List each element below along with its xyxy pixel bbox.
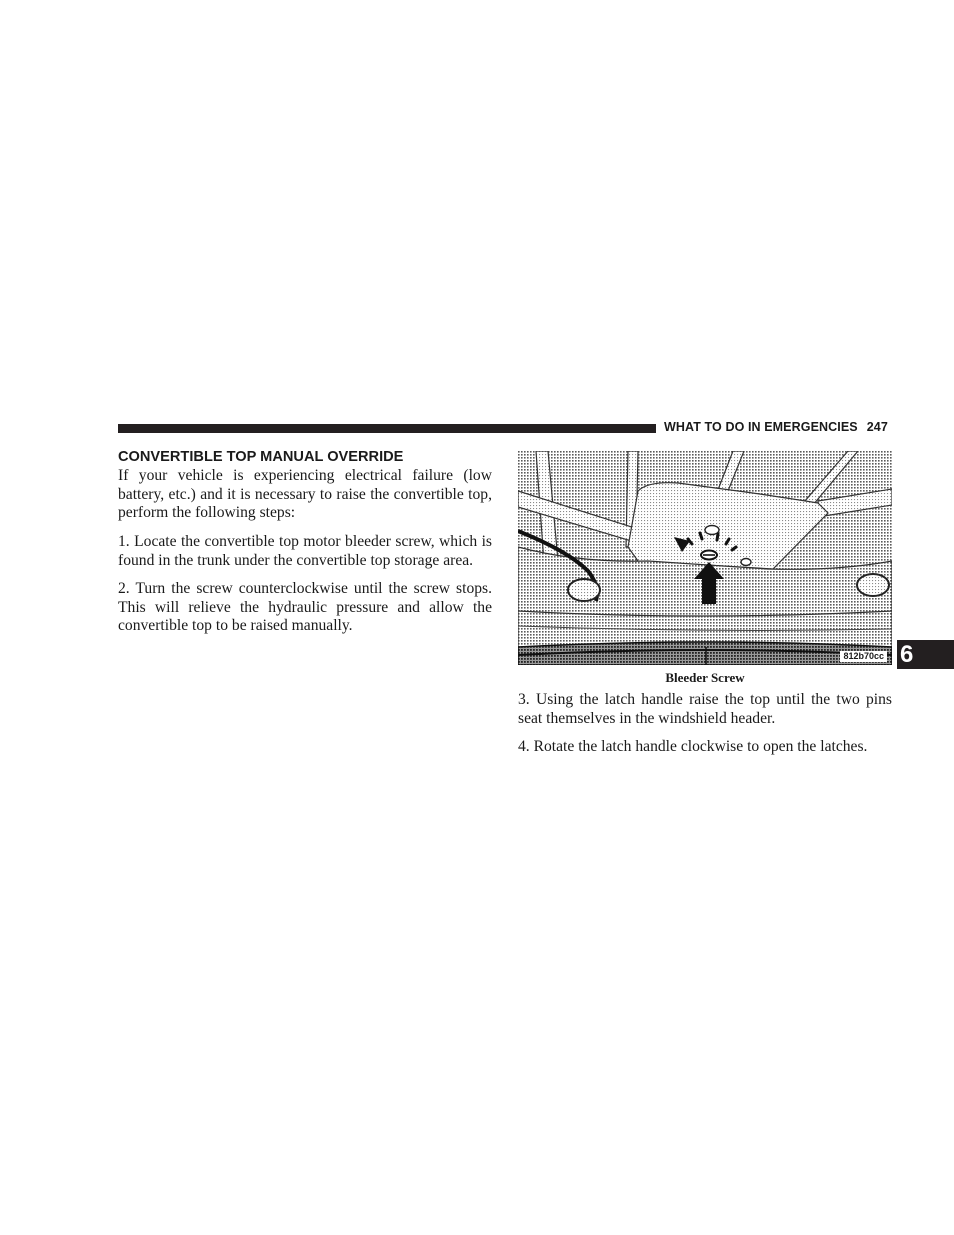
- right-column: [518, 691, 892, 766]
- running-header: [664, 420, 892, 434]
- step-4-paragraph: 4. Rotate the latch handle clockwise to open the latches.: [518, 738, 868, 756]
- chapter-tab: 6: [897, 640, 954, 669]
- section-title: CONVERTIBLE TOP MANUAL OVERRIDE: [118, 449, 404, 465]
- page-number: 247: [866, 420, 888, 434]
- header-rule: [118, 424, 656, 433]
- figure-code: 812b70cc: [840, 651, 887, 662]
- step-3-paragraph: 3. Using the latch handle raise the top until the two pins seat themselves in the windshield header.: [518, 691, 892, 727]
- left-column: [118, 467, 492, 646]
- intro-paragraph: If your vehicle is experiencing electrical failure (low battery, etc.) and it is necessary to raise the convertible top, perform the following steps:: [118, 467, 492, 522]
- step-2-paragraph: 2. Turn the screw counterclockwise until the screw stops. This will relieve the hydraulic pressure and allow the convertible top to be raised manually.: [118, 579, 492, 635]
- step-1-paragraph: 1. Locate the convertible top motor bleeder screw, which is found in the trunk under the convertible top storage area.: [118, 532, 492, 569]
- bleeder-screw-illustration: [518, 451, 892, 665]
- trunk-illustration-svg: [518, 451, 892, 665]
- figure-caption: Bleeder Screw: [665, 670, 745, 685]
- header-section-title: WHAT TO DO IN EMERGENCIES: [664, 420, 858, 434]
